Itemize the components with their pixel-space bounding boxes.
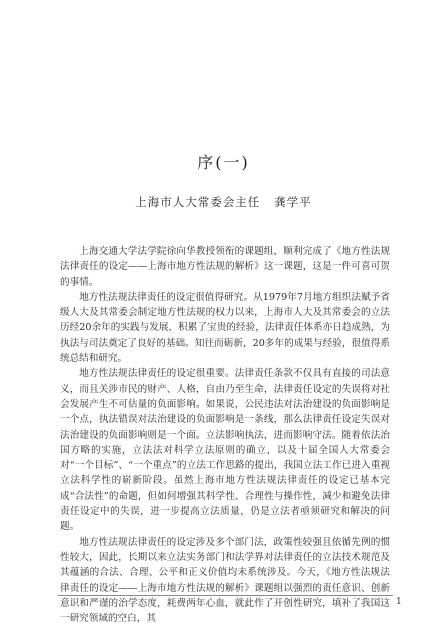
author-line [0, 194, 447, 210]
footer-rule [58, 595, 393, 596]
preface-title: 序(一) [197, 153, 250, 172]
paragraph: 地方性法规法律责任的设定很重要。法律责任条款不仅具有直接的司法意义，而且关涉市民的财产、人格，自由乃至生命，法律责任设定的失误将对社会发展产生不可估量的负面影响。如果说，公民违法对法治建设的负面影响是一个点，执法错误对法治建设的负面影响是一条线，那么法律责任设定失误对法治建设的负面影响则是一个面。立法影响执法，进而影响守法。随着依法治国方略的实施，立法法对科学立法原则的确立，以及十届全国人大常委会对“一个目标”、“一个重点”的立法工作思路的提出，我国立法工作已进入重视立法科学性的崭新阶段。虽然上海市地方性法规法律责任的设定已基本完成“合法性”的命题，但如何增强其科学性、合理性与操作性，减少和避免法律责任设定中的失误，进一步提高立法质量，仍是立法者亟须研究和解决的问题。 [60, 368, 390, 533]
paragraph: 上海交通大学法学院徐向华教授领衔的课题组，顺利完成了《地方性法规法律责任的设定——上海市地方性法规的解析》这一课题，这是一件可喜可贺的事情。 [60, 246, 390, 288]
paragraph: 地方性法规法律责任的设定涉及多个部门法，政策性较强且依循先例的惯性较大，因此，长期以来立法实务部门和法学界对法律责任的立法技术规范及其蕴涵的合法、合理、公平和正义价值均未系统涉及。今天，《地方性法规法律责任的设定——上海市地方性法规的解析》课题组以强烈的责任意识、创新意识和严谨的治学态度，耗费两年心血，就此作了开创性研究，填补了我国这一研究领域的空白，其 [60, 536, 390, 625]
author-affiliation: 上海市人大常委会主任 [135, 195, 261, 209]
body-text [60, 244, 390, 626]
paragraph: 地方性法规法律责任的设定很值得研究。从1979年7月地方组织法赋予省级人大及其常委会制定地方性法规的权力以来，上海市人大及其常委会的立法历经20余年的实践与发展，积累了宝贵的经验，法律责任体系亦日趋成熟，为执法与司法奠定了良好的基础。知往而砺新，20多年的成果与经验，很值得系统总结和研究。 [60, 291, 390, 365]
author-name: 龚学平 [274, 195, 312, 209]
page-number: 1 [396, 597, 402, 607]
